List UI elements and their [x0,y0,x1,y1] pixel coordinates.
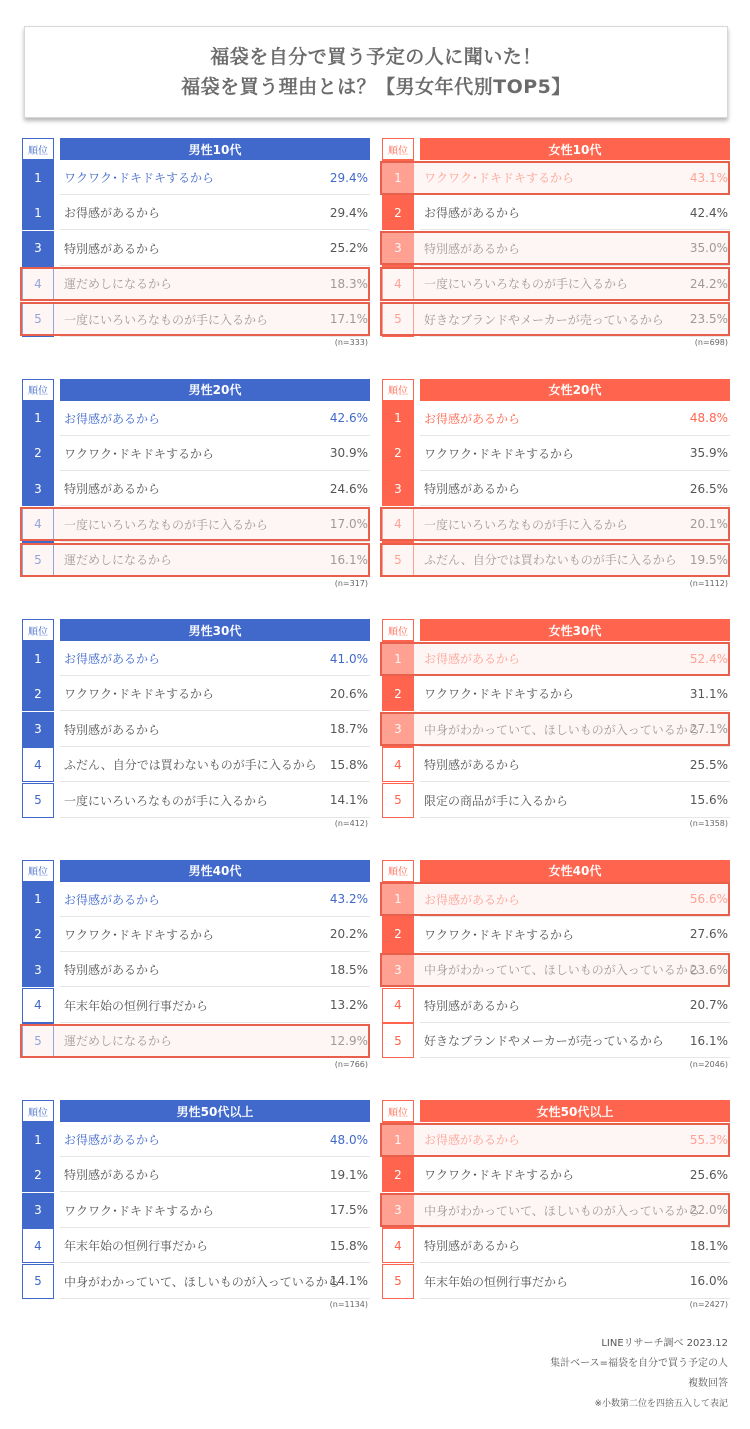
ranking-panel [22,860,370,1074]
rank-number: 5 [22,1023,54,1058]
percent-value: 14.1% [329,1274,368,1289]
ranking-panel [382,138,730,352]
percent-value: 17.5% [329,1203,368,1218]
reason-text: 特別感があるから [64,722,161,737]
reason-text: 特別感があるから [64,1168,161,1183]
rank-number: 3 [22,952,54,987]
reason-text: お得感があるから [424,411,521,426]
rank-number: 4 [382,507,414,542]
ranking-row [382,507,730,542]
ranking-row [22,507,370,542]
ranking-panel [382,1100,730,1314]
rank-number: 3 [382,231,414,266]
reason-text: ワクワク･ドキドキするから [424,171,575,185]
rank-number: 5 [382,1023,414,1058]
percent-value: 27.6% [689,927,728,942]
ranking-row [22,266,370,301]
row-divider [420,817,730,818]
reason-text: ワクワク･ドキドキするから [424,1168,575,1183]
percent-value: 18.1% [689,1238,728,1253]
group-label: 女性50代以上 [420,1100,730,1122]
rank-number: 1 [382,401,414,436]
ranking-row [382,231,730,266]
group-label: 女性20代 [420,379,730,401]
reason-text: 特別感があるから [64,241,161,256]
ranking-row [22,195,370,230]
reason-text: 特別感があるから [424,482,521,497]
percent-value: 25.6% [689,1167,728,1182]
ranking-panel [382,619,730,833]
percent-value: 42.4% [689,205,728,220]
reason-text: ワクワク･ドキドキするから [424,446,575,461]
rank-number: 3 [22,471,54,506]
panel-header [382,379,730,401]
rank-number: 5 [382,783,414,818]
rank-number: 1 [22,882,54,917]
ranking-row [382,401,730,436]
percent-value: 31.1% [689,686,728,701]
percent-value: 20.1% [689,517,728,532]
percent-value: 22.0% [689,1203,728,1218]
rank-number: 1 [22,641,54,676]
percent-value: 17.0% [329,517,368,532]
rank-number: 5 [22,783,54,818]
reason-text: お得感があるから [424,206,521,221]
percent-value: 25.5% [689,757,728,772]
reason-text: お得感があるから [64,1133,161,1147]
reason-text: 中身がわかっていて、ほしいものが入っているから [424,1203,700,1218]
reason-text: 中身がわかっていて、ほしいものが入っているから [64,1274,340,1289]
reason-text: 特別感があるから [424,998,521,1013]
ranking-row [382,195,730,230]
rank-number: 3 [22,1193,54,1228]
panel-header [22,860,370,882]
ranking-row [22,401,370,436]
ranking-row [382,1023,730,1058]
group-label: 女性10代 [420,138,730,160]
reason-text: 一度にいろいろなものが手に入るから [64,312,269,327]
rank-number: 4 [382,747,414,782]
rank-number: 2 [382,676,414,711]
rank-header-label: 順位 [22,379,54,401]
sample-size: (n=412) [334,819,368,828]
reason-text: 中身がわかっていて、ほしいものが入っているから [424,722,700,737]
row-divider [420,1057,730,1058]
rank-number: 2 [22,1157,54,1192]
rank-number: 4 [382,988,414,1023]
percent-value: 18.7% [329,722,368,737]
ranking-panel [382,379,730,593]
reason-text: 特別感があるから [64,963,161,978]
percent-value: 15.8% [329,757,368,772]
group-label: 女性40代 [420,860,730,882]
reason-text: 中身がわかっていて、ほしいものが入っているから [424,963,700,978]
reason-text: 一度にいろいろなものが手に入るから [424,517,629,532]
ranking-row [22,712,370,747]
reason-text: 好きなブランドやメーカーが売っているから [424,312,664,327]
ranking-row [382,676,730,711]
reason-text: お得感があるから [64,411,161,426]
ranking-row [382,471,730,506]
percent-value: 43.1% [689,170,728,185]
reason-text: ワクワク･ドキドキするから [424,687,575,702]
row-divider [60,336,370,337]
reason-text: ふだん、自分では買わないものが手に入るから [64,758,317,773]
reason-text: 特別感があるから [64,482,161,497]
rank-number: 4 [22,1228,54,1263]
rank-number: 2 [382,917,414,952]
row-divider [60,1298,370,1299]
reason-text: 年末年始の恒例行事だから [424,1274,569,1289]
sample-size: (n=1112) [689,578,728,588]
percent-value: 16.0% [689,1274,728,1289]
title-box [24,26,728,118]
sample-size: (n=317) [334,578,368,588]
rank-header-label: 順位 [382,1100,414,1122]
sample-size: (n=2427) [689,1300,728,1309]
percent-value: 15.6% [689,793,728,808]
rank-header-label: 順位 [22,1100,54,1122]
ranking-row [22,917,370,952]
rank-number: 1 [382,882,414,917]
rank-number: 3 [382,952,414,987]
ranking-panel [22,379,370,593]
rank-number: 1 [382,1122,414,1157]
ranking-row [22,231,370,266]
ranking-row [382,1264,730,1299]
percent-value: 19.1% [329,1167,368,1182]
ranking-row [382,1193,730,1228]
ranking-row [22,302,370,337]
percent-value: 29.4% [329,170,368,185]
percent-value: 15.8% [329,1238,368,1253]
ranking-row [382,160,730,195]
percent-value: 24.6% [329,481,368,496]
ranking-row [22,1157,370,1192]
ranking-row [382,436,730,471]
rank-number: 4 [22,507,54,542]
sample-size: (n=766) [334,1059,368,1069]
percent-value: 48.0% [329,1132,368,1147]
row-divider [60,817,370,818]
ranking-row [382,542,730,577]
rank-number: 1 [382,641,414,676]
panel-header [382,619,730,641]
percent-value: 41.0% [329,651,368,666]
ranking-row [382,1157,730,1192]
rank-number: 3 [22,231,54,266]
rank-number: 1 [22,195,54,230]
row-divider [60,1057,370,1058]
panel-header [22,379,370,401]
ranking-row [22,988,370,1023]
rank-number: 5 [382,1264,414,1299]
ranking-row [382,712,730,747]
rank-number: 1 [22,160,54,195]
ranking-row [22,1023,370,1058]
sample-size: (n=333) [334,338,368,347]
rank-number: 3 [22,712,54,747]
percent-value: 20.7% [689,998,728,1013]
percent-value: 52.4% [689,651,728,666]
rank-number: 5 [382,302,414,337]
reason-text: 特別感があるから [424,1239,521,1254]
reason-text: 特別感があるから [424,758,521,773]
ranking-row [382,302,730,337]
rank-number: 4 [22,747,54,782]
reason-text: お得感があるから [424,1133,521,1147]
ranking-row [382,783,730,818]
rank-number: 4 [22,988,54,1023]
ranking-row [382,1122,730,1157]
ranking-row [22,882,370,917]
group-label: 男性10代 [60,138,370,160]
panel-header [382,1100,730,1122]
percent-value: 35.0% [689,241,728,256]
percent-value: 55.3% [689,1132,728,1147]
rank-number: 5 [22,302,54,337]
panel-header [22,138,370,160]
sample-size: (n=698) [694,338,728,347]
reason-text: お得感があるから [424,652,521,666]
percent-value: 23.5% [689,312,728,327]
ranking-row [22,1122,370,1157]
group-label: 男性40代 [60,860,370,882]
group-label: 男性20代 [60,379,370,401]
ranking-row [22,1264,370,1299]
ranking-row [382,988,730,1023]
rank-number: 2 [382,195,414,230]
percent-value: 13.2% [329,998,368,1013]
rank-number: 4 [382,266,414,301]
sample-size: (n=2046) [689,1059,728,1069]
row-divider [420,1298,730,1299]
footer-multiple: 複数回答 [688,1378,728,1389]
percent-value: 20.2% [329,927,368,942]
percent-value: 30.9% [329,446,368,461]
reason-text: 運だめしになるから [64,1034,173,1049]
footer-rounding: ※小数第二位を四捨五入して表記 [594,1399,728,1409]
rank-header-label: 順位 [22,138,54,160]
ranking-row [22,1228,370,1263]
ranking-row [382,747,730,782]
footer [550,1334,728,1414]
title-line-1: 福袋を自分で買う予定の人に聞いた！ [210,46,542,68]
percent-value: 27.1% [689,722,728,737]
reason-text: ワクワク･ドキドキするから [64,927,215,942]
percent-value: 25.2% [329,241,368,256]
reason-text: 特別感があるから [424,241,521,256]
rank-number: 1 [22,1122,54,1157]
rank-number: 3 [382,1193,414,1228]
ranking-row [382,266,730,301]
rank-header-label: 順位 [22,860,54,882]
ranking-row [22,471,370,506]
rank-number: 3 [382,471,414,506]
reason-text: ワクワク･ドキドキするから [64,446,215,461]
percent-value: 23.6% [689,962,728,977]
ranking-row [382,1228,730,1263]
percent-value: 48.8% [689,411,728,425]
ranking-row [22,542,370,577]
panel-header [22,1100,370,1122]
ranking-panel [22,138,370,352]
reason-text: 一度にいろいろなものが手に入るから [64,517,269,532]
percent-value: 43.2% [329,892,368,906]
group-label: 女性30代 [420,619,730,641]
reason-text: お得感があるから [64,652,161,666]
ranking-panel [382,860,730,1074]
ranking-panel [22,619,370,833]
row-divider [420,576,730,577]
panel-header [382,860,730,882]
reason-text: ふだん、自分では買わないものが手に入るから [424,553,677,568]
reason-text: お得感があるから [424,892,521,907]
percent-value: 16.1% [689,1033,728,1048]
group-label: 男性30代 [60,619,370,641]
percent-value: 20.6% [329,686,368,701]
footer-source: LINEリサーチ調べ 2023.12 [601,1338,728,1349]
sample-size: (n=1134) [329,1300,368,1309]
percent-value: 14.1% [329,793,368,808]
reason-text: 年末年始の恒例行事だから [64,1239,209,1254]
panel-header [22,619,370,641]
rank-number: 4 [382,1228,414,1263]
ranking-row [22,1193,370,1228]
reason-text: ワクワク･ドキドキするから [424,927,575,942]
percent-value: 18.3% [329,276,368,291]
reason-text: 一度にいろいろなものが手に入るから [424,277,629,292]
percent-value: 17.1% [329,312,368,327]
rank-number: 2 [382,436,414,471]
row-divider [420,336,730,337]
ranking-row [22,160,370,195]
rank-number: 5 [382,542,414,577]
ranking-row [22,436,370,471]
reason-text: 運だめしになるから [64,277,173,292]
percent-value: 29.4% [329,205,368,220]
rank-number: 2 [22,917,54,952]
rank-number: 4 [22,266,54,301]
reason-text: 運だめしになるから [64,553,173,568]
percent-value: 18.5% [329,962,368,977]
ranking-row [22,747,370,782]
rank-number: 1 [382,160,414,195]
ranking-row [382,641,730,676]
percent-value: 35.9% [689,446,728,461]
footer-base: 集計ベース=福袋を自分で買う予定の人 [550,1358,728,1369]
reason-text: 年末年始の恒例行事だから [64,998,209,1013]
percent-value: 24.2% [689,276,728,291]
percent-value: 16.1% [329,552,368,567]
percent-value: 42.6% [329,411,368,425]
ranking-row [22,641,370,676]
rank-number: 2 [22,676,54,711]
reason-text: ワクワク･ドキドキするから [64,1203,215,1218]
rank-number: 1 [22,401,54,436]
rank-header-label: 順位 [382,619,414,641]
panel-header [382,138,730,160]
rank-number: 3 [382,712,414,747]
ranking-row [382,917,730,952]
reason-text: お得感があるから [64,206,161,221]
ranking-row [382,952,730,987]
rank-number: 5 [22,1264,54,1299]
reason-text: ワクワク･ドキドキするから [64,687,215,702]
percent-value: 26.5% [689,481,728,496]
title-line-2: 福袋を買う理由とは？【男女年代別TOP5】 [181,76,571,98]
reason-text: 好きなブランドやメーカーが売っているから [424,1034,664,1049]
percent-value: 56.6% [689,892,728,906]
rank-number: 2 [22,436,54,471]
ranking-row [22,952,370,987]
ranking-row [382,882,730,917]
reason-text: 限定の商品が手に入るから [424,793,569,808]
rank-header-label: 順位 [22,619,54,641]
percent-value: 12.9% [329,1033,368,1048]
rank-number: 2 [382,1157,414,1192]
reason-text: ワクワク･ドキドキするから [64,171,215,185]
ranking-panel [22,1100,370,1314]
percent-value: 19.5% [689,552,728,567]
reason-text: お得感があるから [64,892,161,907]
row-divider [60,576,370,577]
rank-header-label: 順位 [382,379,414,401]
rank-header-label: 順位 [382,138,414,160]
ranking-row [22,783,370,818]
ranking-row [22,676,370,711]
group-label: 男性50代以上 [60,1100,370,1122]
sample-size: (n=1358) [689,819,728,828]
reason-text: 一度にいろいろなものが手に入るから [64,793,269,808]
rank-header-label: 順位 [382,860,414,882]
rank-number: 5 [22,542,54,577]
